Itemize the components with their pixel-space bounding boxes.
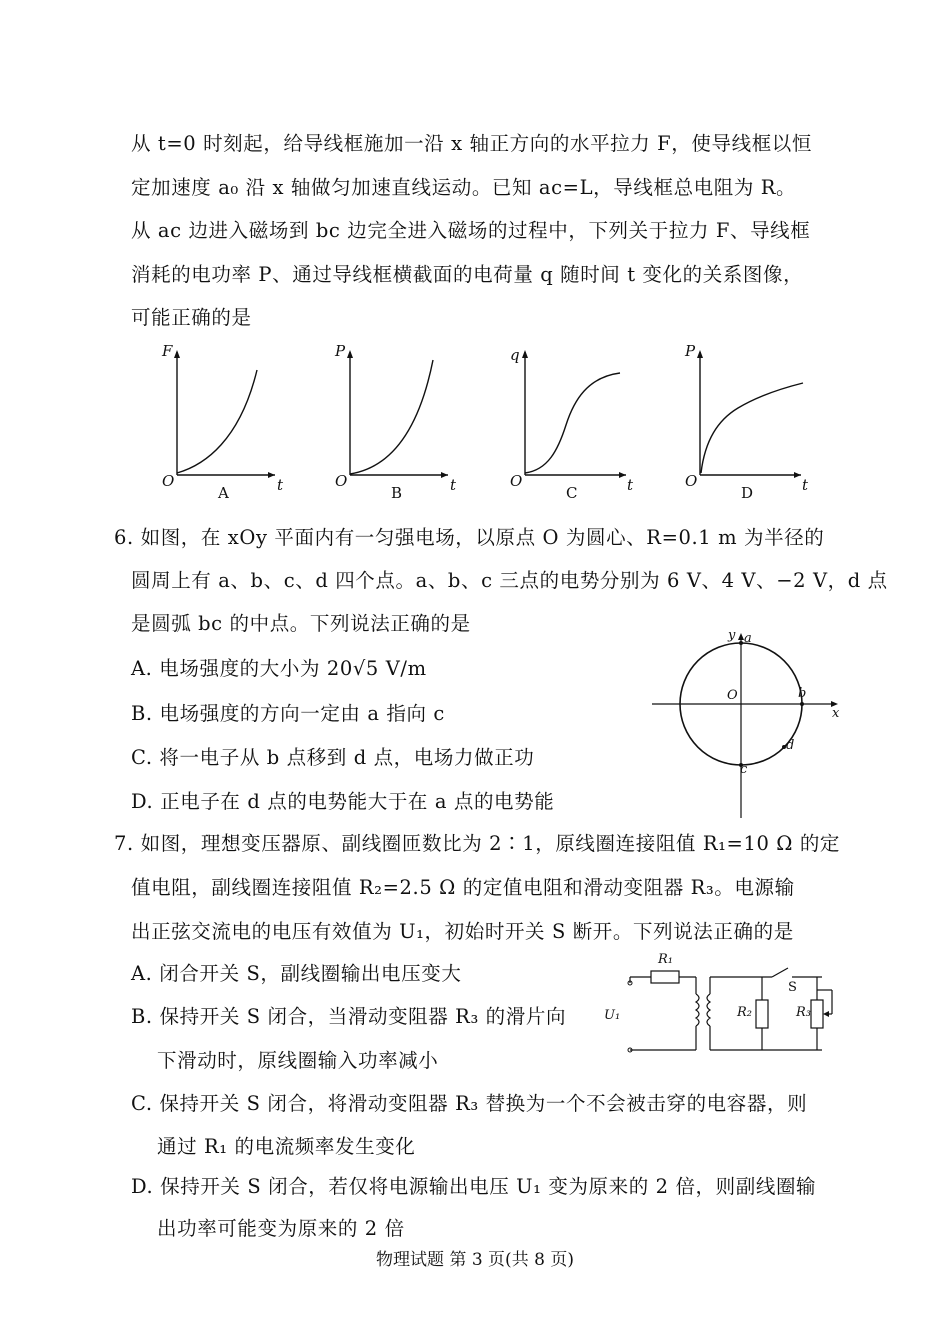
q7-r1-label: R₁ — [658, 952, 673, 967]
q6-point-b: b — [798, 686, 807, 701]
graph-d-ylabel: P — [685, 342, 696, 360]
graph-b — [333, 340, 483, 500]
graph-d-xlabel: t — [802, 476, 809, 494]
q7-r2-label: R₂ — [737, 1005, 752, 1020]
graph-c-ylabel: q — [510, 346, 520, 364]
intro-line-4: 消耗的电功率 P、通过导线框横截面的电荷量 q 随时间 t 变化的关系图像， — [131, 263, 804, 286]
q6-stem-1: 6. 如图，在 xOy 平面内有一匀强电场，以原点 O 为圆心、R=0.1 m 为半径的 — [114, 526, 825, 549]
q6-point-a: a — [744, 631, 752, 646]
q7-option-c-2: 通过 R₁ 的电流频率发生变化 — [157, 1135, 416, 1158]
graph-a-option: A — [218, 484, 229, 502]
graph-d — [683, 340, 833, 500]
q7-switch-label: S — [788, 980, 797, 995]
graph-b-xlabel: t — [450, 476, 457, 494]
q6-point-c: c — [740, 762, 748, 777]
q7-circuit-diagram — [600, 950, 850, 1060]
graph-c — [508, 340, 658, 500]
q6-y-label: y — [728, 628, 736, 643]
q7-option-d-1: D. 保持开关 S 闭合，若仅将电源输出电压 U₁ 变为原来的 2 倍，则副线圈输 — [131, 1175, 817, 1198]
q6-option-c: C. 将一电子从 b 点移到 d 点，电场力做正功 — [131, 746, 535, 769]
q7-u1-label: U₁ — [604, 1008, 621, 1023]
graph-b-plot — [333, 340, 483, 500]
q7-stem-2: 值电阻，副线圈连接阻值 R₂=2.5 Ω 的定值电阻和滑动变阻器 R₃。电源输 — [131, 876, 795, 899]
intro-line-5: 可能正确的是 — [131, 306, 252, 329]
graph-a-ylabel: F — [162, 342, 173, 360]
q6-point-d: d — [786, 738, 795, 753]
q7-stem-1: 7. 如图，理想变压器原、副线圈匝数比为 2∶1，原线圈连接阻值 R₁=10 Ω 的定 — [114, 832, 841, 855]
q7-option-b-2: 下滑动时，原线圈输入功率减小 — [157, 1049, 439, 1072]
graph-c-option: C — [566, 484, 578, 502]
q7-option-c-1: C. 保持开关 S 闭合，将滑动变阻器 R₃ 替换为一个不会被击穿的电容器，则 — [131, 1092, 808, 1115]
graph-b-origin: O — [335, 472, 348, 490]
q7-stem-3: 出正弦交流电的电压有效值为 U₁，初始时开关 S 断开。下列说法正确的是 — [131, 920, 794, 943]
intro-line-1: 从 t=0 时刻起，给导线框施加一沿 x 轴正方向的水平拉力 F，使导线框以恒 — [131, 132, 813, 155]
q7-option-d-2: 出功率可能变为原来的 2 倍 — [157, 1217, 405, 1240]
q7-circuit-figure — [600, 950, 850, 1060]
graph-c-xlabel: t — [627, 476, 634, 494]
q6-stem-2: 圆周上有 a、b、c、d 四个点。a、b、c 三点的电势分别为 6 V、4 V、−2 V，d 点 — [131, 569, 888, 592]
q6-figure — [650, 628, 845, 823]
graph-b-curve — [350, 360, 433, 474]
q6-circle-diagram — [650, 628, 845, 823]
graph-d-origin: O — [685, 472, 698, 490]
graph-c-curve — [525, 373, 620, 473]
graph-a-plot — [160, 340, 310, 500]
graph-c-plot — [508, 340, 658, 500]
graph-d-option: D — [741, 484, 754, 502]
q7-switch — [772, 968, 788, 977]
graph-c-origin: O — [510, 472, 523, 490]
q6-option-d: D. 正电子在 d 点的电势能大于在 a 点的电势能 — [131, 790, 555, 813]
graph-a — [160, 340, 310, 500]
graph-b-ylabel: P — [335, 342, 346, 360]
intro-line-2: 定加速度 a₀ 沿 x 轴做匀加速直线运动。已知 ac=L，导线框总电阻为 R。 — [131, 176, 797, 199]
q7-option-b-1: B. 保持开关 S 闭合，当滑动变阻器 R₃ 的滑片向 — [131, 1005, 567, 1028]
q6-stem-3: 是圆弧 bc 的中点。下列说法正确的是 — [131, 612, 471, 635]
page-footer: 物理试题 第 3 页(共 8 页) — [376, 1250, 574, 1270]
graph-a-origin: O — [162, 472, 175, 490]
q7-option-a: A. 闭合开关 S，副线圈输出电压变大 — [131, 962, 462, 985]
q6-option-b: B. 电场强度的方向一定由 a 指向 c — [131, 702, 445, 725]
graph-a-curve — [177, 370, 257, 473]
q7-r3-label: R₃ — [796, 1005, 811, 1020]
graph-a-xlabel: t — [277, 476, 284, 494]
graph-b-option: B — [391, 484, 403, 502]
q6-option-a: A. 电场强度的大小为 20√5 V/m — [131, 657, 427, 680]
graph-d-plot — [683, 340, 833, 500]
graph-d-curve — [701, 383, 803, 473]
q6-origin-label: O — [727, 688, 738, 703]
intro-line-3: 从 ac 边进入磁场到 bc 边完全进入磁场的过程中，下列关于拉力 F、导线框 — [131, 219, 811, 242]
q6-x-label: x — [832, 706, 840, 721]
